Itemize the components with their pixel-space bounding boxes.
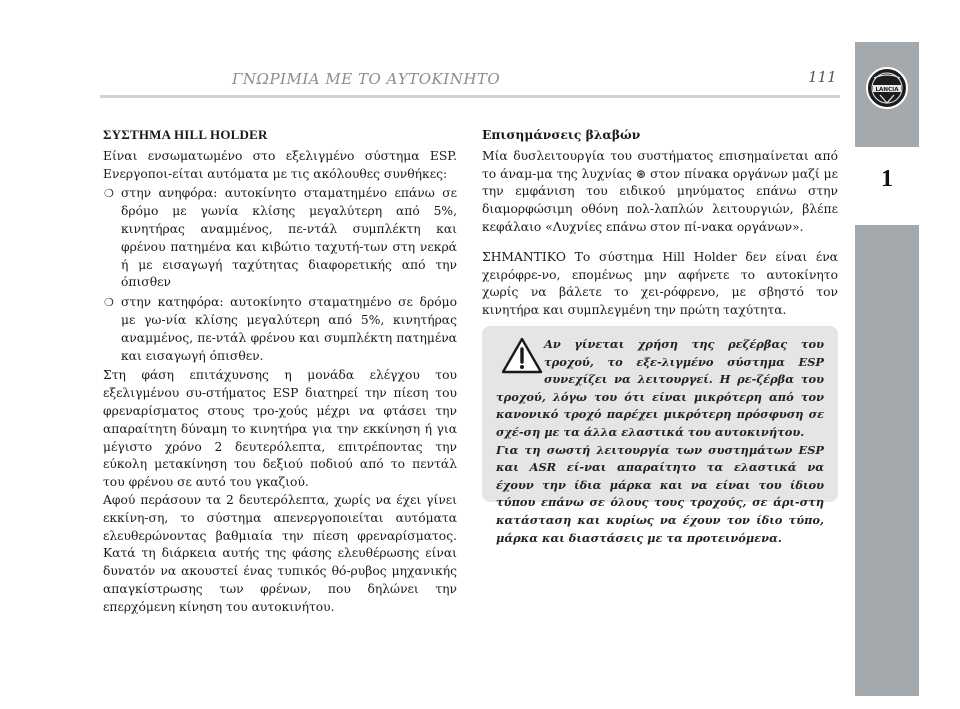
- bullet-icon: ❍: [104, 187, 114, 201]
- acceleration-paragraph: Στη φάση επιτάχυνσης η μονάδα ελέγχου του εξελιγμένου συ-στήματος ESP διατηρεί την πίεση του φρεναρίσματος στους τρο-χούς μέχρι να φτάσει την απαραίτητη δύναμη το κινητήρα για την εκκίνηση ή για μέγιστο χρόνο 2 δευτερόλεπτα, επιτρέποντας την εύκολη μετακίνηση του δεξιού ποδιού από το πεντάλ του φρένου σε αυτό του γκαζιού.: [103, 368, 457, 490]
- logo-wordmark: LANCIA: [875, 87, 899, 93]
- warning-tyres: Για τη σωστή λειτουργία των συστημάτων ESP και ASR εί-ναι απαραίτητο τα ελαστικά να έχουν την ίδια μάρκα και να είναι του ίδιου τύπου επάνω σε όλους τους τροχούς, σε άρι-στη κατάσταση και κυρίως να έχουν τον ίδιο τύπο, μάρκα και διαστάσεις με τα προτεινόμενα.: [496, 442, 824, 545]
- fault-text-start: Μία δυσλειτουργία του συστήματος επισημαίνεται από το άναμ-μα της λυχνίας: [482, 148, 838, 181]
- warning-spare-wheel: Αν γίνεται χρήση της ρεζέρβας του τροχού, το εξε-λιγμένο σύστημα ESP συνεχίζει να λειτουργεί. Η ρε-ζέρβα του τροχού, λόγω του ότι είναι μικρότερη από τον κανονικό τροχό παρέχει μικρότερη πρόσφυση σε σχέ-ση με τα άλλα ελαστικά του αυτοκινήτου.: [496, 337, 824, 439]
- condition-item-uphill: [103, 185, 457, 292]
- section-title: ΣΥΣΤΗΜΑ HILL HOLDER: [103, 127, 268, 142]
- esp-warning-lamp-icon: ⊛: [635, 166, 647, 181]
- fault-subtitle: Επισημάνσεις βλαβών: [482, 127, 641, 142]
- condition-text: στην κατηφόρα: αυτοκίνητο σταματημένο σε δρόμο με γω-νία κλίσης μεγαλύτερη από 5%, κινητήρας αναμμένος, πε-ντάλ φρένου και συμπλέκτη πατημένα και εισαγωγή όπισθεν.: [121, 295, 457, 363]
- chapter-sidebar: [855, 42, 919, 696]
- right-column: [482, 126, 838, 320]
- fault-text-end: στον πίνακα οργάνων μαζί με την εμφάνιση του ειδικού μηνύματος επάνω στην διαμορφώσιμη οθόνη πολ-λαπλών λειτουργιών, βλέπε κεφάλαιο «Λυχνίες επάνω στον πί-νακα οργάνων».: [482, 166, 838, 234]
- warning-text: [496, 336, 824, 547]
- important-note: ΣΗΜΑΝΤΙΚΟ Το σύστημα Hill Holder δεν είναι ένα χειρόφρε-νο, επομένως μην αφήνετε το αυτοκίνητο χωρίς να βάλετε το χει-ρόφρενο, με σβηστό τον κινητήρα και συμπλεγμένη την πρώτη ταχύτητα.: [482, 249, 838, 318]
- header-divider: [100, 95, 840, 98]
- fault-paragraph: [482, 148, 838, 237]
- running-header-title: ΓΝΩΡΙΜΙΑ ΜΕ ΤΟ ΑΥΤΟΚΙΝΗΤΟ: [232, 70, 501, 88]
- lancia-logo: [865, 66, 909, 110]
- condition-item-downhill: [103, 294, 457, 365]
- bullet-icon: ❍: [104, 296, 114, 310]
- warning-box: [482, 326, 838, 545]
- chapter-number: 1: [881, 166, 893, 192]
- page-number: 111: [808, 68, 837, 86]
- intro-paragraph: Είναι ενσωματωμένο στο εξελιγμένο σύστημα ESP. Ενεργοποι-είται αυτόματα με τις ακόλουθες συνθήκες:: [103, 148, 457, 181]
- release-paragraph: Αφού περάσουν τα 2 δευτερόλεπτα, χωρίς να έχει γίνει εκκίνη-ση, το σύστημα απενεργοποιείται αυτόματα ελευθερώνοντας βαθμιαία την πίεση φρεναρίσματος. Κατά τη διάρκεια αυτής της φάσης ελευθέρωσης είναι δυνατόν να ακουστεί ένας τυπικός θό-ρυβος μηχανικής απαγκίστρωσης των φρένων, που δηλώνει την επερχόμενη κίνηση του αυτοκινήτου.: [103, 492, 457, 614]
- condition-list: [103, 185, 457, 365]
- left-column: [103, 126, 457, 617]
- condition-text: στην ανηφόρα: αυτοκίνητο σταματημένο επάνω σε δρόμο με γωνία κλίσης μεγαλύτερη από 5%, κινητήρας αναμμένος, πε-ντάλ συμπλέκτη και φρένου πατημένα και κιβώτιο ταχυτή-των στη νεκρά ή με εισαγωγή ταχύτητας διαφορετικής από την όπισθεν: [121, 186, 457, 290]
